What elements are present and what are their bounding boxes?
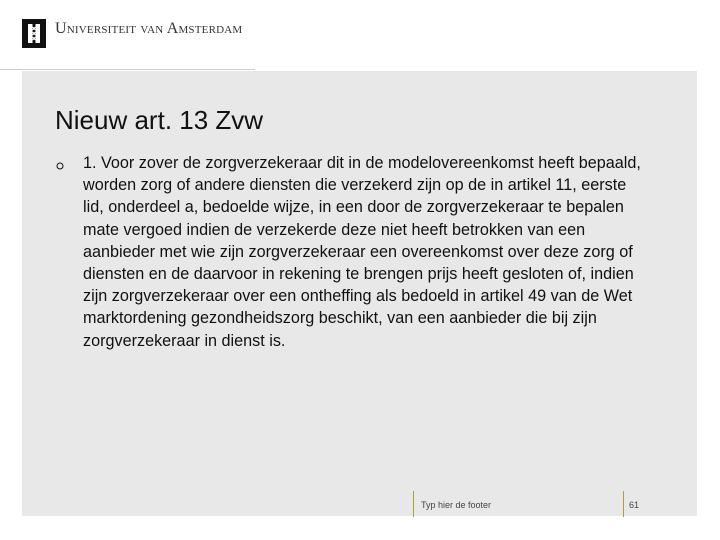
hollow-circle-bullet-icon xyxy=(56,157,64,165)
footer-text: Typ hier de footer xyxy=(421,500,492,510)
page-number: 61 xyxy=(629,500,640,510)
university-name: Universiteit van Amsterdam xyxy=(55,20,243,37)
slide-title: Nieuw art. 13 Zvw xyxy=(55,105,264,135)
header-divider xyxy=(0,69,255,70)
uva-crest-icon xyxy=(22,19,46,48)
footer-divider-left xyxy=(413,491,414,517)
footer-divider-right xyxy=(623,491,624,517)
header xyxy=(0,0,720,70)
slide-body-text: 1. Voor zover de zorgverzekeraar dit in de modelovereenkomst heeft bepaald, worden zorg of andere diensten die verzekerd zijn op de in artikel 11, eerste lid, onderdeel a, bedoelde wijze, in een door de zorgverzekeraar te bepalen mate vergoed indien de verzekerde deze niet heeft betrokken van een aanbieder met wie zijn zorgverzekeraar een overeenkomst over deze zorg of diensten en de daarvoor in rekening te brengen prijs heeft gesloten of, indien zijn zorgverzekeraar over een ontheffing als bedoeld in artikel 49 van de Wet marktordening gezondheidszorg beschikt, van een aanbieder die bij zijn zorgverzekeraar in dienst is. xyxy=(83,154,641,350)
slide-content xyxy=(22,71,697,516)
